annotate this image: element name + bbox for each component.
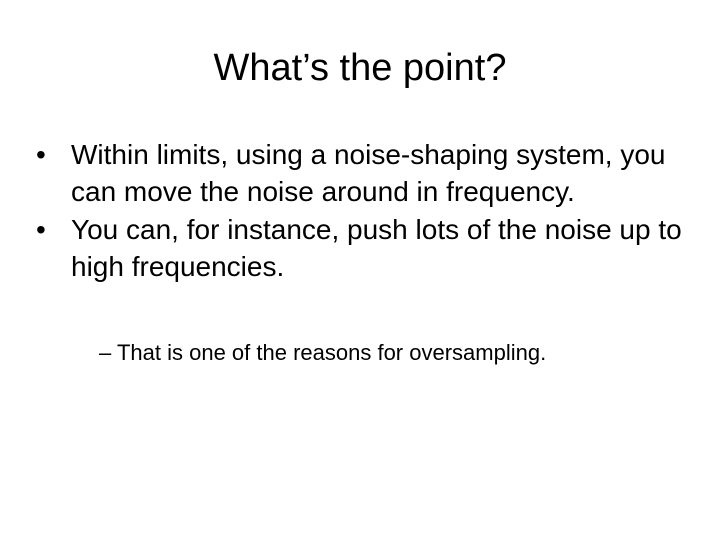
bullet-list bbox=[36, 136, 686, 286]
slide-title: What’s the point? bbox=[213, 47, 507, 89]
sub-bullet-item bbox=[99, 338, 699, 368]
bullet-item bbox=[36, 136, 686, 210]
bullet-item bbox=[36, 211, 686, 285]
bullet-text: You can, for instance, push lots of the noise up to high frequencies. bbox=[71, 214, 682, 282]
bullet-marker: • bbox=[36, 214, 46, 245]
sub-bullet-list bbox=[99, 338, 699, 368]
sub-bullet-marker: – bbox=[99, 340, 112, 365]
sub-bullet-text: That is one of the reasons for oversampling. bbox=[116, 340, 547, 365]
bullet-text: Within limits, using a noise-shaping system, you can move the noise around in frequency. bbox=[71, 139, 666, 207]
bullet-marker: • bbox=[36, 139, 46, 170]
